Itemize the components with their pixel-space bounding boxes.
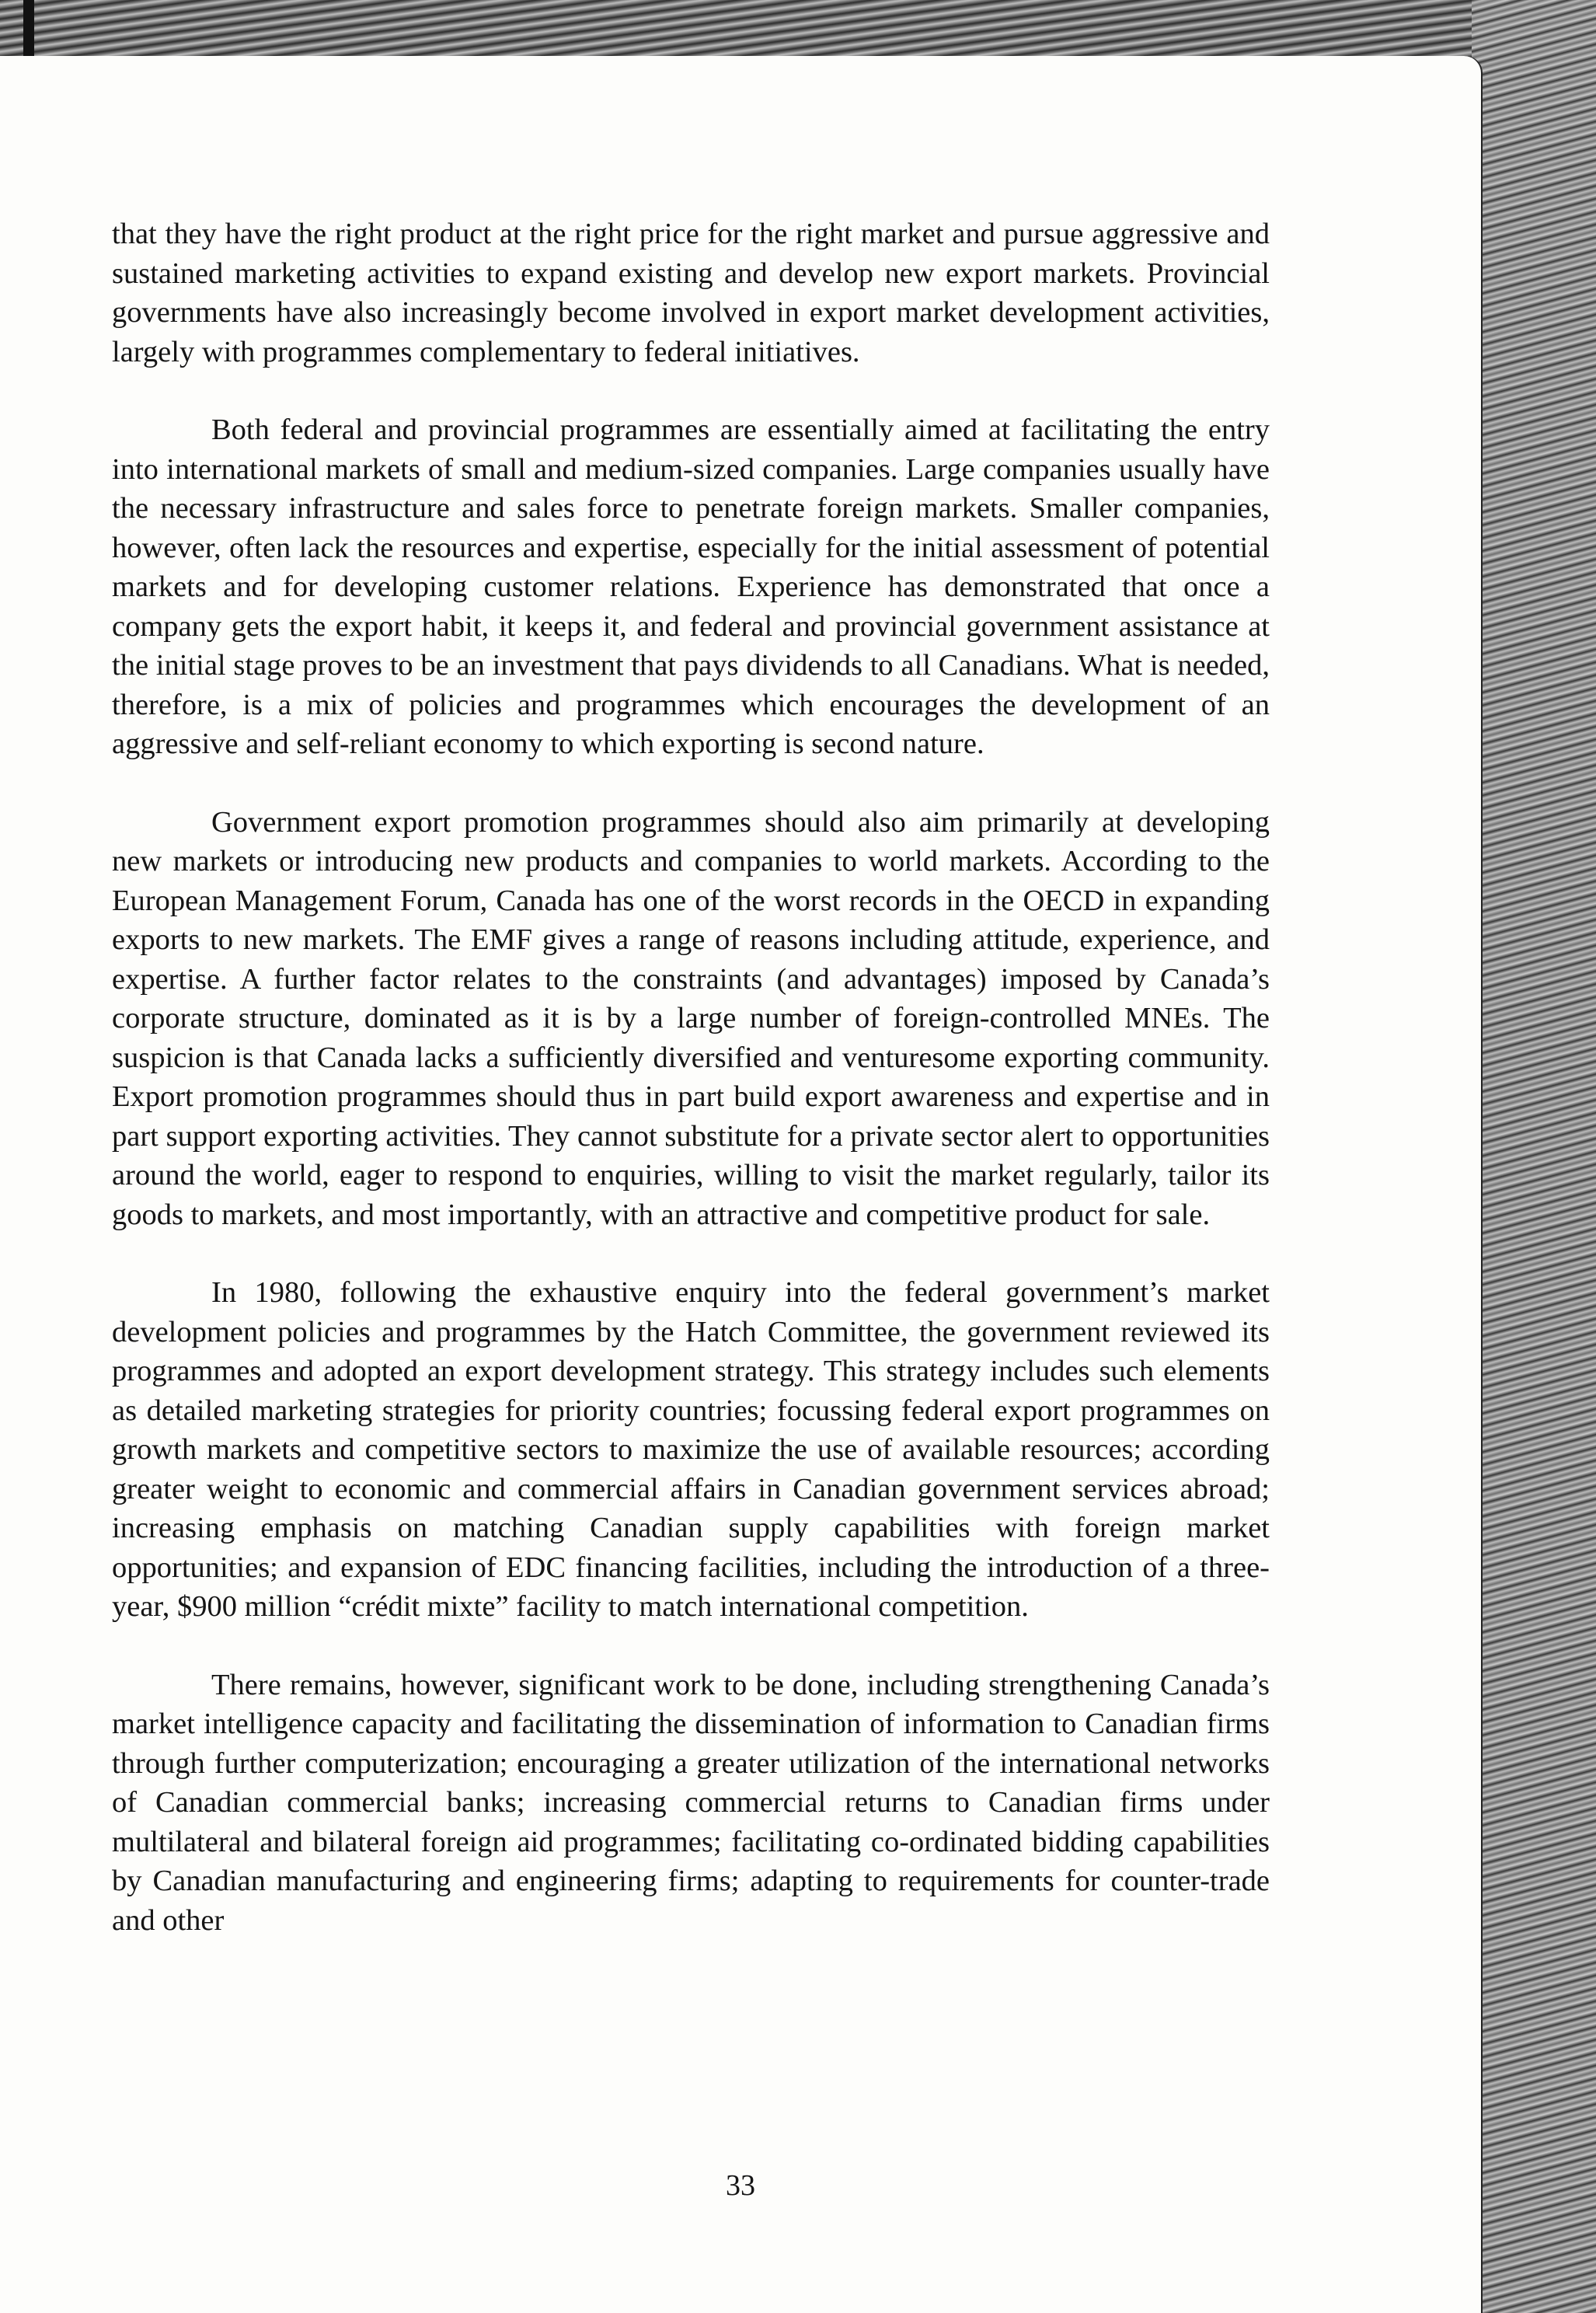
paragraph-2: Both federal and provincial programmes are essentially aimed at facilitating the entry into international markets of small and medium-sized companies. Large companies usually have the necessary infrastructure and sales force to penetrate foreign markets. Smaller companies, however, often lack the resources and expertise, especially for the initial assessment of potential markets and for developing customer relations. Experience has demonstrated that once a company gets the export habit, it keeps it, and federal and provincial government assistance at the initial stage proves to be an investment that pays dividends to all Canadians. What is needed, therefore, is a mix of policies and programmes which encourages the development of an aggressive and self-reliant economy to which exporting is second nature.	[112, 413, 1270, 760]
paragraph-4: In 1980, following the exhaustive enquiry into the federal government’s market development policies and programmes by the Hatch Committee, the government reviewed its programmes and adopted an export development strategy. This strategy includes such elements as detailed marketing strategies for priority countries; focussing federal export programmes on growth markets and competitive sectors to maximize the use of available resources; according greater weight to economic and commercial affairs in Canadian government services abroad; increasing emphasis on matching Canadian supply capabilities with foreign market opportunities; and expansion of EDC financing facilities, including the introduction of a three-year, $900 million “crédit mixte” facility to match international competition.	[112, 1276, 1270, 1623]
body-text	[112, 215, 1270, 1979]
page-number: 33	[726, 2169, 755, 2202]
paragraph-5: There remains, however, significant work to be done, including strengthening Canada’s market intelligence capacity and facilitating the dissemination of information to Canadian firms through further computerization; encouraging a greater utilization of the international networks of Canadian commercial banks; increasing commercial returns to Canadian firms under multilateral and bilateral foreign aid programmes; facilitating co-ordinated bidding capabilities by Canadian manufacturing and engineering firms; adapting to requirements for counter-trade and other	[112, 1668, 1270, 1937]
document-page	[0, 56, 1481, 2313]
paragraph-1: that they have the right product at the right price for the right market and pursue aggressive and sustained marketing activities to expand existing and develop new export markets. Provincial governments have also increasingly become involved in export market development activities, largely with programmes complementary to federal initiatives.	[112, 218, 1270, 368]
scan-right-border	[1472, 0, 1596, 2313]
scan-binding-mark	[23, 0, 34, 62]
paragraph-3: Government export promotion programmes should also aim primarily at developing new markets or introducing new products and companies to world markets. According to the European Management Forum, Canada has one of the worst records in the OECD in expanding exports to new markets. The EMF gives a range of reasons including attitude, experience, and expertise. A further factor relates to the constraints (and advantages) imposed by Canada’s corporate structure, dominated as it is by a large number of foreign-controlled MNEs. The suspicion is that Canada lacks a sufficiently diversified and venturesome exporting community. Export promotion programmes should thus in part build export awareness and expertise and in part support exporting activities. They cannot substitute for a private sector alert to opportunities around the world, eager to respond to enquiries, willing to visit the market regularly, tailor its goods to markets, and most importantly, with an attractive and competitive product for sale.	[112, 805, 1270, 1231]
scan-top-border	[0, 0, 1596, 62]
